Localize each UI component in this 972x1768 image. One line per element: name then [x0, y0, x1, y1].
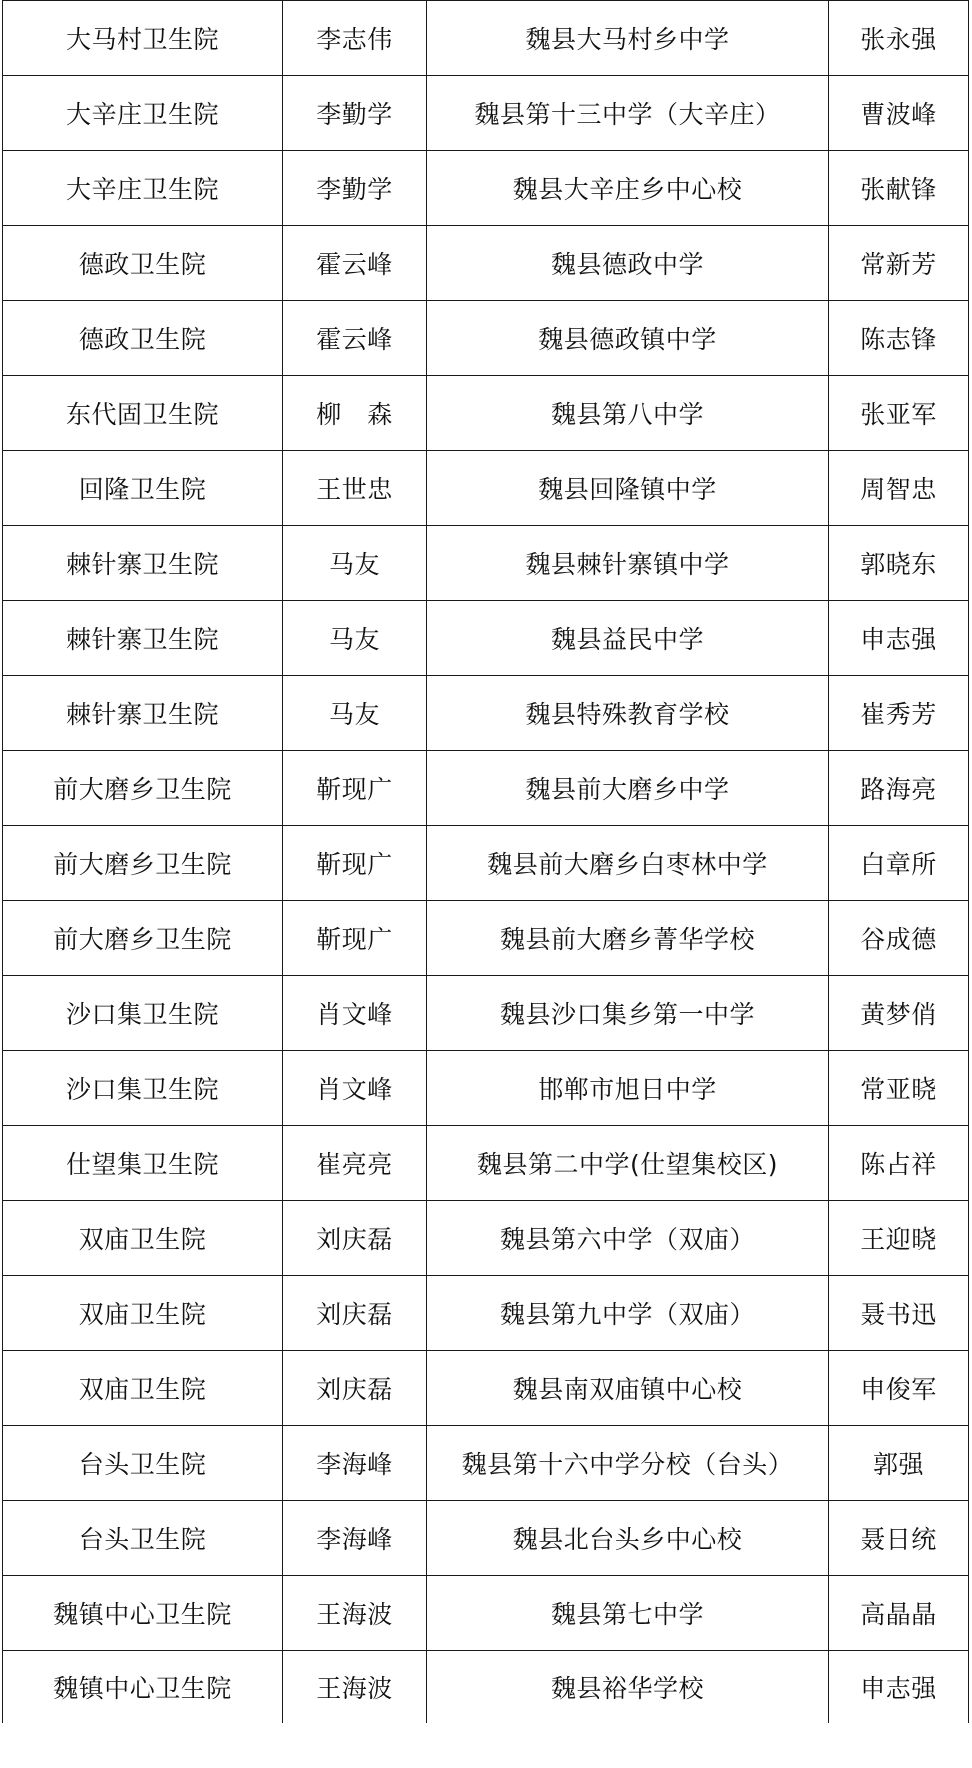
table-row: [3, 526, 969, 601]
doctor-cell: 刘庆磊: [283, 1351, 427, 1426]
school-cell: 魏县裕华学校: [427, 1651, 829, 1724]
table-row: [3, 1201, 969, 1276]
hospital-cell: 德政卫生院: [3, 226, 283, 301]
contact-cell: 谷成德: [829, 901, 969, 976]
school-cell: 魏县特殊教育学校: [427, 676, 829, 751]
hospital-cell: 双庙卫生院: [3, 1351, 283, 1426]
school-cell: 魏县第十六中学分校（台头）: [427, 1426, 829, 1501]
contact-cell: 常亚晓: [829, 1051, 969, 1126]
table-row: [3, 1651, 969, 1724]
school-cell: 魏县大马村乡中学: [427, 1, 829, 76]
school-cell: 邯郸市旭日中学: [427, 1051, 829, 1126]
hospital-cell: 大辛庄卫生院: [3, 151, 283, 226]
hospital-cell: 东代固卫生院: [3, 376, 283, 451]
doctor-cell: 刘庆磊: [283, 1276, 427, 1351]
hospital-cell: 前大磨乡卫生院: [3, 826, 283, 901]
table-row: [3, 1426, 969, 1501]
table-row: [3, 1351, 969, 1426]
table-row: [3, 976, 969, 1051]
school-cell: 魏县大辛庄乡中心校: [427, 151, 829, 226]
hospital-cell: 台头卫生院: [3, 1426, 283, 1501]
table-row: [3, 1126, 969, 1201]
contact-cell: 周智忠: [829, 451, 969, 526]
contact-cell: 王迎晓: [829, 1201, 969, 1276]
doctor-cell: 柳 森: [283, 376, 427, 451]
school-cell: 魏县第二中学(仕望集校区): [427, 1126, 829, 1201]
doctor-cell: 李勤学: [283, 76, 427, 151]
contact-cell: 张永强: [829, 1, 969, 76]
hospital-cell: 双庙卫生院: [3, 1201, 283, 1276]
contact-cell: 申志强: [829, 601, 969, 676]
doctor-cell: 王海波: [283, 1576, 427, 1651]
school-cell: 魏县德政中学: [427, 226, 829, 301]
table-row: [3, 226, 969, 301]
school-cell: 魏县第六中学（双庙）: [427, 1201, 829, 1276]
hospital-cell: 沙口集卫生院: [3, 976, 283, 1051]
doctor-cell: 靳现广: [283, 751, 427, 826]
hospital-cell: 前大磨乡卫生院: [3, 751, 283, 826]
table-row: [3, 1276, 969, 1351]
table-row: [3, 1576, 969, 1651]
doctor-cell: 肖文峰: [283, 1051, 427, 1126]
contact-cell: 申俊军: [829, 1351, 969, 1426]
hospital-cell: 双庙卫生院: [3, 1276, 283, 1351]
school-cell: 魏县德政镇中学: [427, 301, 829, 376]
contact-cell: 黄梦俏: [829, 976, 969, 1051]
school-cell: 魏县南双庙镇中心校: [427, 1351, 829, 1426]
contact-cell: 崔秀芳: [829, 676, 969, 751]
hospital-cell: 大辛庄卫生院: [3, 76, 283, 151]
doctor-cell: 李勤学: [283, 151, 427, 226]
doctor-cell: 马友: [283, 526, 427, 601]
doctor-cell: 霍云峰: [283, 226, 427, 301]
contact-cell: 张亚军: [829, 376, 969, 451]
school-cell: 魏县第七中学: [427, 1576, 829, 1651]
doctor-cell: 李志伟: [283, 1, 427, 76]
contact-cell: 白章所: [829, 826, 969, 901]
hospital-cell: 德政卫生院: [3, 301, 283, 376]
doctor-cell: 王世忠: [283, 451, 427, 526]
school-cell: 魏县第八中学: [427, 376, 829, 451]
school-cell: 魏县第九中学（双庙）: [427, 1276, 829, 1351]
doctor-cell: 马友: [283, 601, 427, 676]
hospital-cell: 沙口集卫生院: [3, 1051, 283, 1126]
doctor-cell: 马友: [283, 676, 427, 751]
contact-cell: 高晶晶: [829, 1576, 969, 1651]
contact-cell: 郭强: [829, 1426, 969, 1501]
table-row: [3, 151, 969, 226]
school-cell: 魏县第十三中学（大辛庄）: [427, 76, 829, 151]
doctor-cell: 霍云峰: [283, 301, 427, 376]
school-cell: 魏县沙口集乡第一中学: [427, 976, 829, 1051]
doctor-cell: 李海峰: [283, 1501, 427, 1576]
school-cell: 魏县益民中学: [427, 601, 829, 676]
table-row: [3, 1, 969, 76]
doctor-cell: 李海峰: [283, 1426, 427, 1501]
school-cell: 魏县北台头乡中心校: [427, 1501, 829, 1576]
roster-table: [2, 0, 969, 1724]
table-row: [3, 601, 969, 676]
hospital-cell: 魏镇中心卫生院: [3, 1576, 283, 1651]
hospital-cell: 前大磨乡卫生院: [3, 901, 283, 976]
contact-cell: 路海亮: [829, 751, 969, 826]
hospital-cell: 魏镇中心卫生院: [3, 1651, 283, 1724]
school-cell: 魏县前大磨乡中学: [427, 751, 829, 826]
table-row: [3, 451, 969, 526]
doctor-cell: 靳现广: [283, 826, 427, 901]
roster-table-body: [3, 1, 969, 1724]
table-row: [3, 1051, 969, 1126]
school-cell: 魏县回隆镇中学: [427, 451, 829, 526]
table-row: [3, 676, 969, 751]
hospital-cell: 回隆卫生院: [3, 451, 283, 526]
doctor-cell: 肖文峰: [283, 976, 427, 1051]
table-row: [3, 901, 969, 976]
hospital-cell: 棘针寨卫生院: [3, 676, 283, 751]
contact-cell: 常新芳: [829, 226, 969, 301]
contact-cell: 聂日统: [829, 1501, 969, 1576]
contact-cell: 郭晓东: [829, 526, 969, 601]
doctor-cell: 刘庆磊: [283, 1201, 427, 1276]
hospital-cell: 大马村卫生院: [3, 1, 283, 76]
doctor-cell: 崔亮亮: [283, 1126, 427, 1201]
table-row: [3, 1501, 969, 1576]
contact-cell: 申志强: [829, 1651, 969, 1724]
contact-cell: 陈占祥: [829, 1126, 969, 1201]
contact-cell: 聂书迅: [829, 1276, 969, 1351]
school-cell: 魏县前大磨乡菁华学校: [427, 901, 829, 976]
contact-cell: 张献锋: [829, 151, 969, 226]
hospital-cell: 棘针寨卫生院: [3, 526, 283, 601]
doctor-cell: 靳现广: [283, 901, 427, 976]
school-cell: 魏县前大磨乡白枣林中学: [427, 826, 829, 901]
contact-cell: 陈志锋: [829, 301, 969, 376]
table-row: [3, 376, 969, 451]
doctor-cell: 王海波: [283, 1651, 427, 1724]
table-row: [3, 751, 969, 826]
table-row: [3, 826, 969, 901]
school-cell: 魏县棘针寨镇中学: [427, 526, 829, 601]
hospital-cell: 棘针寨卫生院: [3, 601, 283, 676]
hospital-cell: 仕望集卫生院: [3, 1126, 283, 1201]
table-row: [3, 301, 969, 376]
table-row: [3, 76, 969, 151]
contact-cell: 曹波峰: [829, 76, 969, 151]
hospital-cell: 台头卫生院: [3, 1501, 283, 1576]
